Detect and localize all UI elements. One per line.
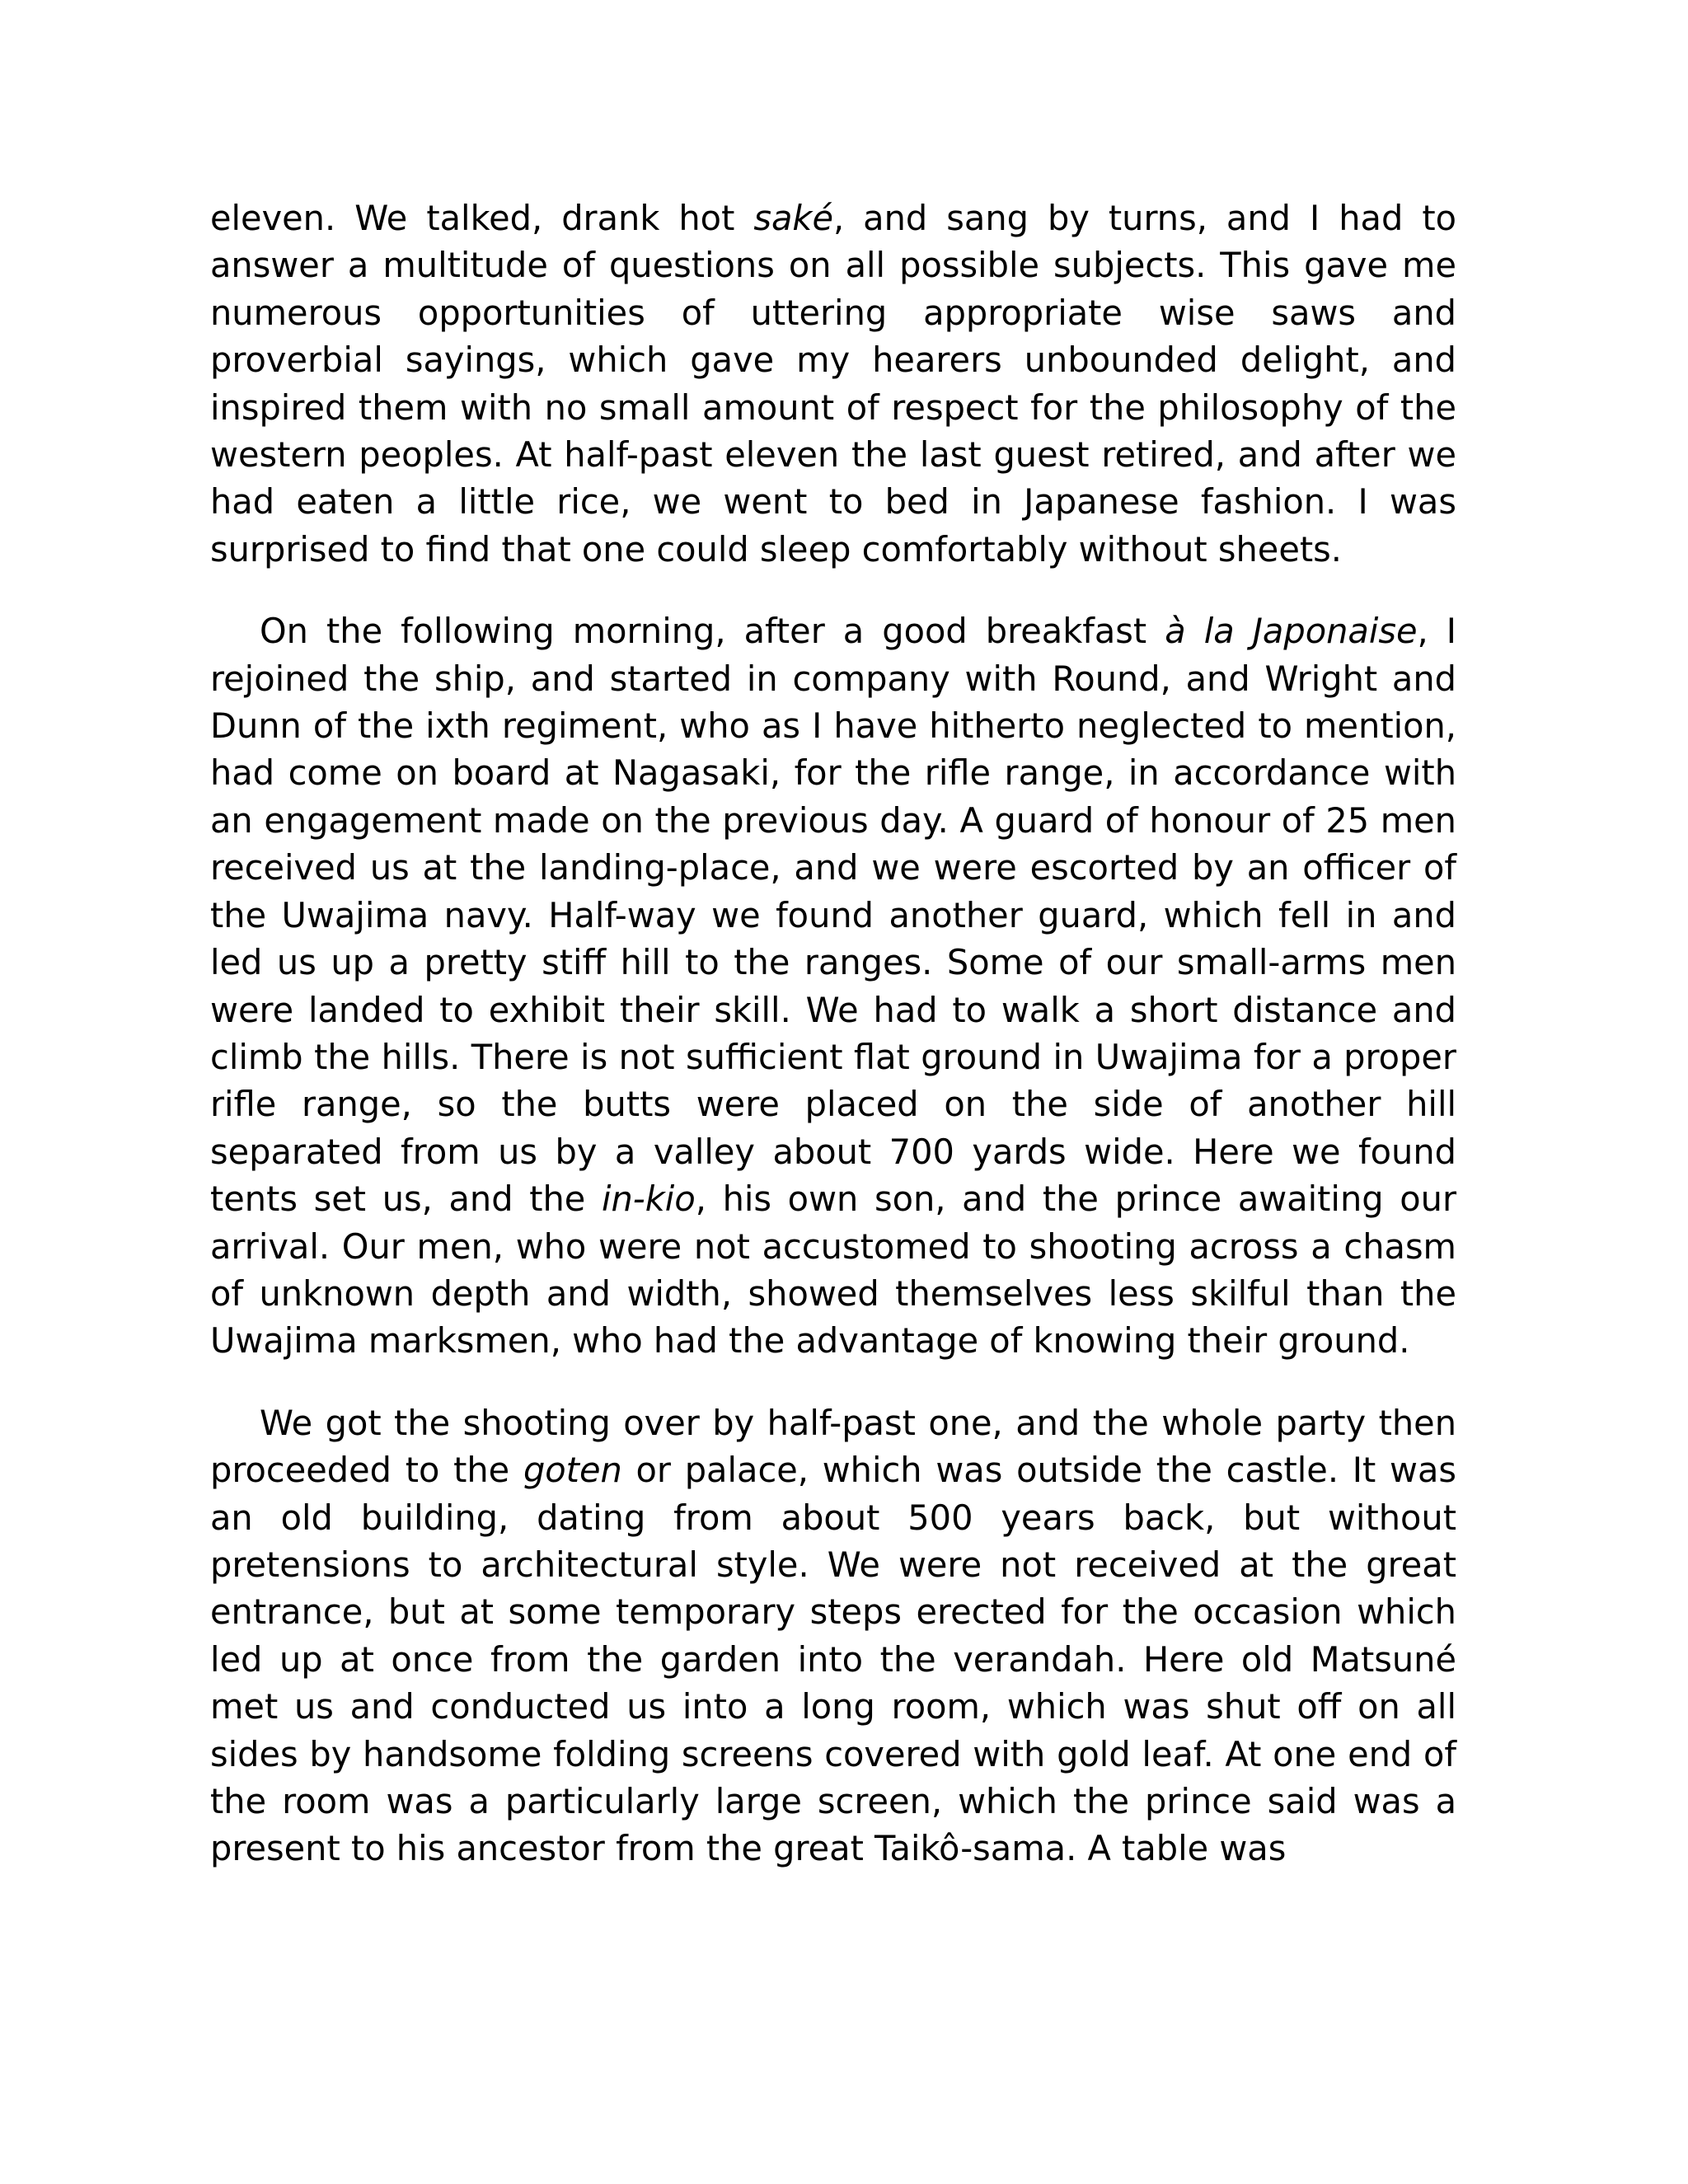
text-run: or palace, which was outside the castle. It was an old building, dating from about 500 years back, but without pretensions to architectural style. We were not received at the great entrance, but at some temporary steps erected for the occasion which led up at once from the garden into the verandah. Here old Matsuné met us and conducted us into a long room, which was shut off on all sides by handsome folding screens covered with gold leaf. At one end of the room was a particularly large screen, which the prince said was a present to his ancestor from the great Taikô-sama. A table was: [210, 1450, 1456, 1869]
text-run: , his own son, and the prince awaiting our arrival. Our men, who were not accustomed to shooting across a chasm of unknown depth and width, showed themselves less skilful than the Uwajima marksmen, who had the advantage of knowing their ground.: [210, 1179, 1457, 1361]
italic-text-run: goten: [523, 1450, 622, 1491]
text-run: , and sang by turns, and I had to answer a multitude of questions on all possible subjects. This gave me numerous opportunities of uttering appropriate wise saws and proverbial sayings, which gave my hearers unbounded delight, and inspired them with no small amount of respect for the philosophy of the western peoples. At half-past eleven the last guest retired, and after we had eaten a little rice, we went to bed in Japanese fashion. I was surprised to find that one could sleep comfortably without sheets.: [210, 198, 1456, 569]
text-run: On the following morning, after a good breakfast: [260, 611, 1165, 652]
paragraph-2: [210, 607, 1456, 1365]
text-run: eleven. We talked, drank hot: [210, 198, 754, 238]
text-run: We got the shooting over by half-past one, and the whole party then proceeded to the: [210, 1402, 1456, 1491]
italic-text-run: à la Japonaise: [1165, 611, 1418, 652]
italic-text-run: in-kio: [601, 1179, 696, 1220]
paragraph-1: [210, 194, 1456, 573]
paragraph-3: [210, 1399, 1456, 1872]
italic-text-run: saké: [753, 198, 833, 238]
text-run: , I rejoined the ship, and started in company with Round, and Wright and Dunn of the ixth regiment, who as I have hitherto neglected to mention, had come on board at Nagasaki, for the rifle range, in accordance with an engagement made on the previous day. A guard of honour of 25 men received us at the landing-place, and we were escorted by an officer of the Uwajima navy. Half-way we found another guard, which fell in and led us up a pretty stiff hill to the ranges. Some of our small-arms men were landed to exhibit their skill. We had to walk a short distance and climb the hills. There is not sufficient flat ground in Uwajima for a proper rifle range, so the butts were placed on the side of another hill separated from us by a valley about 700 yards wide. Here we found tents set us, and the: [210, 611, 1456, 1220]
document-page: [210, 194, 1456, 1872]
